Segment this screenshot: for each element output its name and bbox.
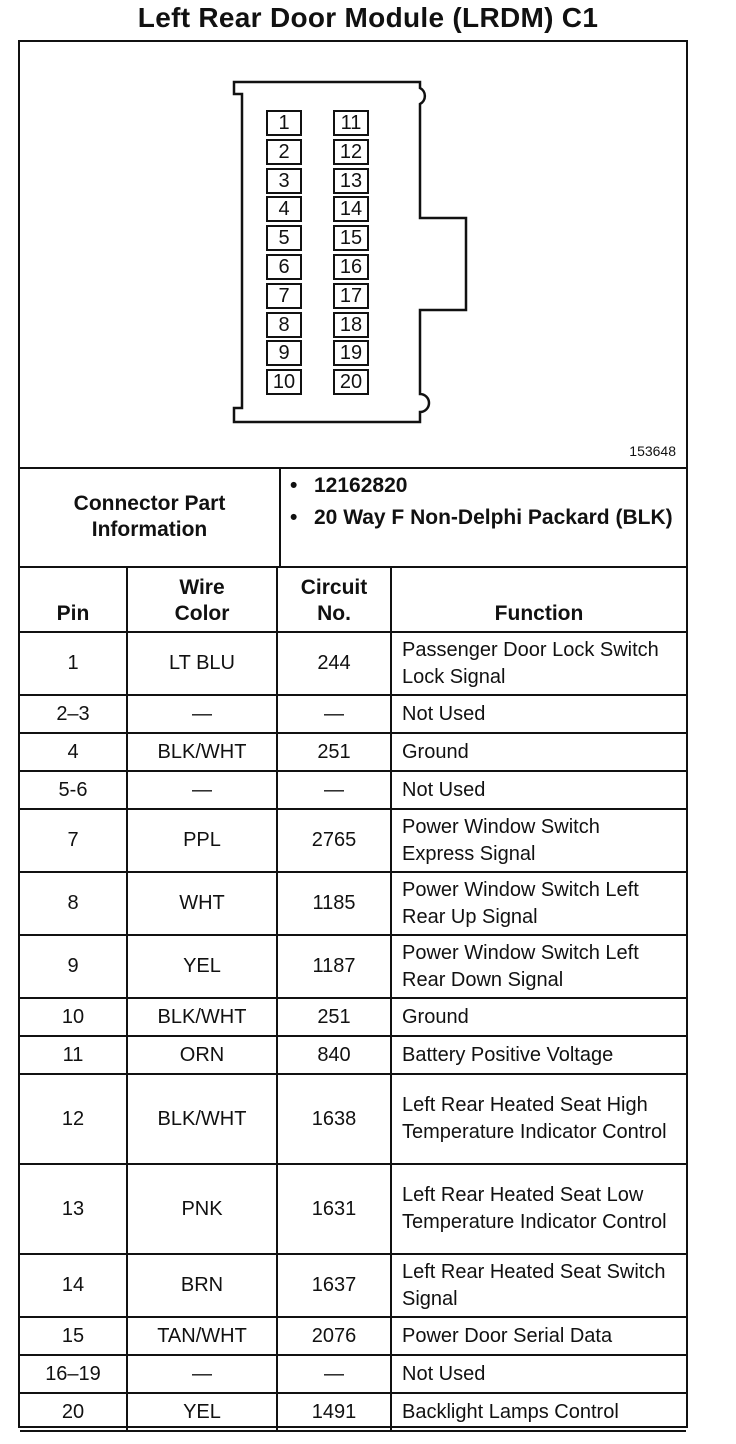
- info-bullet: [290, 473, 680, 499]
- bullet-icon: •: [290, 506, 298, 529]
- circuit-cell: 1638: [277, 1074, 391, 1164]
- function-cell: Not Used: [391, 695, 686, 733]
- table-row: [20, 1254, 686, 1317]
- wire-color-cell: TAN/WHT: [127, 1317, 277, 1355]
- connector-pin: 3: [266, 168, 302, 194]
- table-row: [20, 733, 686, 771]
- connector-info-label: Connector Part Information: [20, 467, 281, 566]
- pin-cell: 11: [20, 1036, 127, 1074]
- circuit-cell: 1187: [277, 935, 391, 998]
- table-row: [20, 1393, 686, 1431]
- circuit-cell: 2765: [277, 809, 391, 872]
- connector-info-list: [290, 473, 680, 537]
- pin-cell: 4: [20, 733, 127, 771]
- wire-color-cell: BLK/WHT: [127, 1074, 277, 1164]
- connector-description: 20 Way F Non-Delphi Packard (BLK): [314, 506, 673, 529]
- wire-color-cell: —: [127, 1355, 277, 1393]
- circuit-cell: 251: [277, 998, 391, 1036]
- circuit-cell: 1637: [277, 1254, 391, 1317]
- connector-pin: 15: [333, 225, 369, 251]
- connector-diagram: [20, 42, 686, 469]
- function-cell: Passenger Door Lock Switch Lock Signal: [391, 632, 686, 695]
- circuit-cell: 251: [277, 733, 391, 771]
- pin-cell: 12: [20, 1074, 127, 1164]
- table-row: [20, 1317, 686, 1355]
- wire-color-cell: YEL: [127, 935, 277, 998]
- circuit-cell: —: [277, 771, 391, 809]
- connector-pin: 11: [333, 110, 369, 136]
- function-cell: Backlight Lamps Control: [391, 1393, 686, 1431]
- table-row: [20, 998, 686, 1036]
- connector-pin: 17: [333, 283, 369, 309]
- wire-color-cell: BRN: [127, 1254, 277, 1317]
- table-row: [20, 695, 686, 733]
- pin-cell: 10: [20, 998, 127, 1036]
- circuit-cell: 1491: [277, 1393, 391, 1431]
- connector-pin: 13: [333, 168, 369, 194]
- pin-cell: 14: [20, 1254, 127, 1317]
- function-cell: Ground: [391, 733, 686, 771]
- connector-pin: 10: [266, 369, 302, 395]
- table-row: [20, 1074, 686, 1164]
- connector-pin: 1: [266, 110, 302, 136]
- connector-pin: 20: [333, 369, 369, 395]
- function-cell: Not Used: [391, 1355, 686, 1393]
- connector-pin: 14: [333, 196, 369, 222]
- wire-color-cell: BLK/WHT: [127, 998, 277, 1036]
- circuit-cell: 2076: [277, 1317, 391, 1355]
- wire-color-cell: —: [127, 695, 277, 733]
- pin-cell: 15: [20, 1317, 127, 1355]
- table-row: [20, 632, 686, 695]
- connector-pin: 7: [266, 283, 302, 309]
- page-title: Left Rear Door Module (LRDM) C1: [137, 2, 599, 33]
- connector-pin: 18: [333, 312, 369, 338]
- function-cell: Left Rear Heated Seat Low Temperature Indicator Control: [391, 1164, 686, 1254]
- circuit-cell: 840: [277, 1036, 391, 1074]
- pin-cell: 1: [20, 632, 127, 695]
- function-cell: Power Window Switch Express Signal: [391, 809, 686, 872]
- wire-color-cell: ORN: [127, 1036, 277, 1074]
- pin-cell: 13: [20, 1164, 127, 1254]
- wire-color-cell: LT BLU: [127, 632, 277, 695]
- pin-cell: 5-6: [20, 771, 127, 809]
- connector-pin: 9: [266, 340, 302, 366]
- header-function: Function: [391, 568, 686, 632]
- circuit-cell: 1631: [277, 1164, 391, 1254]
- part-number: 12162820: [314, 474, 408, 497]
- function-cell: Left Rear Heated Seat Switch Signal: [391, 1254, 686, 1317]
- table-row: [20, 1164, 686, 1254]
- wire-color-cell: —: [127, 771, 277, 809]
- connector-part-info: [20, 467, 686, 568]
- pin-cell: 2–3: [20, 695, 127, 733]
- circuit-cell: —: [277, 1355, 391, 1393]
- pin-cell: 7: [20, 809, 127, 872]
- function-cell: Left Rear Heated Seat High Temperature Indicator Control: [391, 1074, 686, 1164]
- connector-pin: 4: [266, 196, 302, 222]
- pin-table: [20, 568, 686, 1432]
- wire-color-cell: YEL: [127, 1393, 277, 1431]
- wire-color-cell: PPL: [127, 809, 277, 872]
- figure-reference: 153648: [629, 443, 676, 459]
- circuit-cell: —: [277, 695, 391, 733]
- pin-cell: 16–19: [20, 1355, 127, 1393]
- wire-color-cell: BLK/WHT: [127, 733, 277, 771]
- table-row: [20, 872, 686, 935]
- circuit-cell: 1185: [277, 872, 391, 935]
- function-cell: Power Window Switch Left Rear Down Signal: [391, 935, 686, 998]
- function-cell: Ground: [391, 998, 686, 1036]
- function-cell: Not Used: [391, 771, 686, 809]
- header-circuit-no: Circuit No.: [277, 568, 391, 632]
- function-cell: Power Window Switch Left Rear Up Signal: [391, 872, 686, 935]
- table-row: [20, 809, 686, 872]
- pin-cell: 9: [20, 935, 127, 998]
- table-row: [20, 1355, 686, 1393]
- pin-cell: 8: [20, 872, 127, 935]
- bullet-icon: •: [290, 474, 298, 497]
- function-cell: Power Door Serial Data: [391, 1317, 686, 1355]
- header-wire-color: Wire Color: [127, 568, 277, 632]
- connector-document: [18, 40, 688, 1428]
- circuit-cell: 244: [277, 632, 391, 695]
- table-row: [20, 1036, 686, 1074]
- connector-pin: 5: [266, 225, 302, 251]
- connector-pin: 12: [333, 139, 369, 165]
- connector-pin: 8: [266, 312, 302, 338]
- header-pin: Pin: [20, 568, 127, 632]
- info-bullet: [290, 505, 680, 531]
- connector-pin: 6: [266, 254, 302, 280]
- table-row: [20, 935, 686, 998]
- function-cell: Battery Positive Voltage: [391, 1036, 686, 1074]
- table-row: [20, 771, 686, 809]
- pin-cell: 20: [20, 1393, 127, 1431]
- connector-pin: 19: [333, 340, 369, 366]
- wire-color-cell: PNK: [127, 1164, 277, 1254]
- connector-pin: 2: [266, 139, 302, 165]
- connector-pin: 16: [333, 254, 369, 280]
- wire-color-cell: WHT: [127, 872, 277, 935]
